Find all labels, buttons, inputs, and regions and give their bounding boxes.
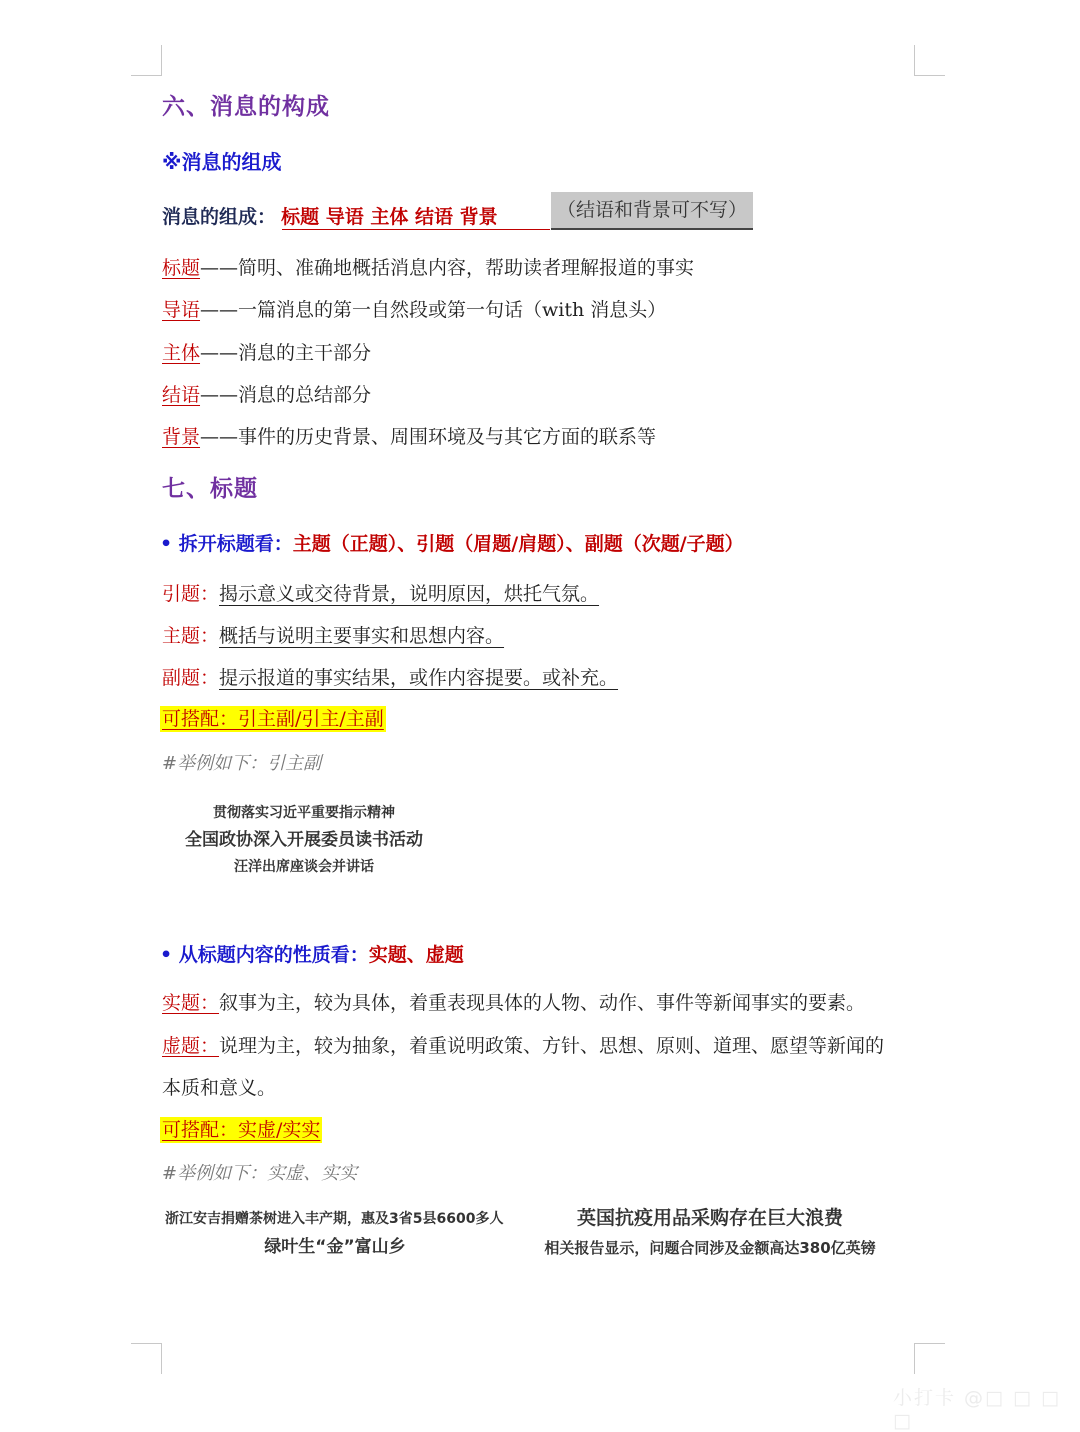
definition-dash: —— bbox=[200, 384, 239, 406]
definition-dash: —— bbox=[200, 426, 239, 448]
example-2b-news-headline bbox=[525, 1202, 895, 1262]
title-def-desc: 提示报道的事实结果，或作内容提要。或补充。 bbox=[219, 667, 619, 689]
definition-term: 背景 bbox=[162, 426, 201, 448]
title-nature-def-term: 实题： bbox=[162, 992, 220, 1014]
combo-1-highlight: 可搭配：引主副/引主/主副 bbox=[162, 708, 384, 730]
example-2-label: #举例如下：实虚、实实 bbox=[162, 1163, 358, 1184]
composition-note-box bbox=[551, 192, 753, 228]
definition-dash: —— bbox=[200, 257, 239, 279]
kicker-line: 浙江安吉捐赠茶树进入丰产期，惠及3省5县6600多人 bbox=[165, 1211, 504, 1227]
title-def-row bbox=[162, 579, 609, 606]
bullet-label: 拆开标题看： bbox=[178, 533, 293, 555]
page-corner-mark-top-right bbox=[914, 45, 945, 76]
page-corner-mark-bottom-left bbox=[131, 1343, 162, 1374]
subheadline-line: 相关报告显示，问题合同涉及金额高达380亿英镑 bbox=[544, 1239, 876, 1257]
definition-row bbox=[162, 253, 694, 280]
main-headline-line: 绿叶生“金”富山乡 bbox=[264, 1237, 406, 1257]
example-2a-news-headline bbox=[165, 1206, 505, 1262]
title-nature-def-term: 虚题： bbox=[162, 1035, 220, 1057]
title-def-row bbox=[162, 621, 514, 648]
bullet-title-nature bbox=[160, 940, 464, 967]
definition-row bbox=[162, 380, 371, 407]
bullet-split-title bbox=[160, 529, 744, 556]
definition-dash: —— bbox=[200, 342, 239, 364]
page-corner-mark-bottom-right bbox=[914, 1343, 945, 1374]
definition-desc: 简明、准确地概括消息内容，帮助读者理解报道的事实 bbox=[238, 257, 695, 279]
definition-row bbox=[162, 295, 666, 322]
composition-parts: 标题 导语 主体 结语 背景 bbox=[281, 206, 498, 228]
title-def-term: 副题： bbox=[162, 667, 220, 689]
combo-2-line bbox=[160, 1115, 322, 1142]
bullet-dot: • bbox=[160, 533, 179, 555]
combo-1-line bbox=[160, 704, 386, 731]
bullet-value: 实题、虚题 bbox=[368, 944, 464, 966]
combo-2-highlight: 可搭配：实虚/实实 bbox=[162, 1119, 321, 1141]
watermark: 小打卡 @□ □ □ □ bbox=[893, 1387, 1061, 1432]
composition-note: （结语和背景可不写） bbox=[551, 192, 753, 230]
definition-term: 主体 bbox=[162, 342, 201, 364]
composition-label: 消息的组成： bbox=[162, 206, 277, 228]
page-corner-mark-top-left bbox=[131, 45, 162, 76]
title-def-desc: 概括与说明主要事实和思想内容。 bbox=[219, 625, 505, 647]
composition-line bbox=[162, 202, 498, 229]
section-7-heading: 七、标题 bbox=[162, 476, 258, 502]
title-def-term: 引题： bbox=[162, 583, 220, 605]
title-def-row bbox=[162, 663, 618, 690]
definition-desc: 消息的总结部分 bbox=[238, 384, 372, 406]
bullet-value: 主题（正题）、引题（眉题/肩题）、副题（次题/子题） bbox=[292, 533, 744, 555]
title-nature-def-desc: 说理为主，较为抽象，着重说明政策、方针、思想、原则、道理、愿望等新闻的 bbox=[219, 1035, 885, 1057]
subheadline-line: 汪洋出席座谈会并讲话 bbox=[234, 859, 374, 875]
bullet-label: 从标题内容的性质看： bbox=[178, 944, 369, 966]
title-def-desc: 揭示意义或交待背景，说明原因，烘托气氛。 bbox=[219, 583, 600, 605]
main-headline-line: 英国抗疫用品采购存在巨大浪费 bbox=[576, 1207, 843, 1229]
section-6-subheading: ※消息的组成 bbox=[162, 150, 282, 174]
definition-term: 导语 bbox=[162, 299, 201, 321]
definition-term: 结语 bbox=[162, 384, 201, 406]
title-nature-def-row bbox=[162, 988, 865, 1015]
bullet-dot: • bbox=[160, 944, 179, 966]
definition-desc: 一篇消息的第一自然段或第一句话（with 消息头） bbox=[238, 299, 667, 321]
example-1-news-headline bbox=[175, 803, 433, 877]
definition-row bbox=[162, 338, 371, 365]
definition-desc: 消息的主干部分 bbox=[238, 342, 372, 364]
example-1-label: #举例如下：引主副 bbox=[162, 753, 322, 774]
title-nature-def-desc: 叙事为主，较为具体，着重表现具体的人物、动作、事件等新闻事实的要素。 bbox=[219, 992, 866, 1014]
title-nature-def-row bbox=[162, 1031, 884, 1058]
definition-dash: —— bbox=[200, 299, 239, 321]
definition-row bbox=[162, 422, 656, 449]
definition-desc: 事件的历史背景、周围环境及与其它方面的联系等 bbox=[238, 426, 657, 448]
main-headline-line: 全国政协深入开展委员读书活动 bbox=[185, 830, 423, 850]
kicker-line: 贯彻落实习近平重要指示精神 bbox=[213, 805, 395, 821]
section-6-heading: 六、消息的构成 bbox=[162, 94, 330, 120]
title-def-term: 主题： bbox=[162, 625, 220, 647]
definition-term: 标题 bbox=[162, 257, 201, 279]
title-nature-def-continuation: 本质和意义。 bbox=[162, 1077, 277, 1099]
composition-underline bbox=[282, 229, 550, 230]
